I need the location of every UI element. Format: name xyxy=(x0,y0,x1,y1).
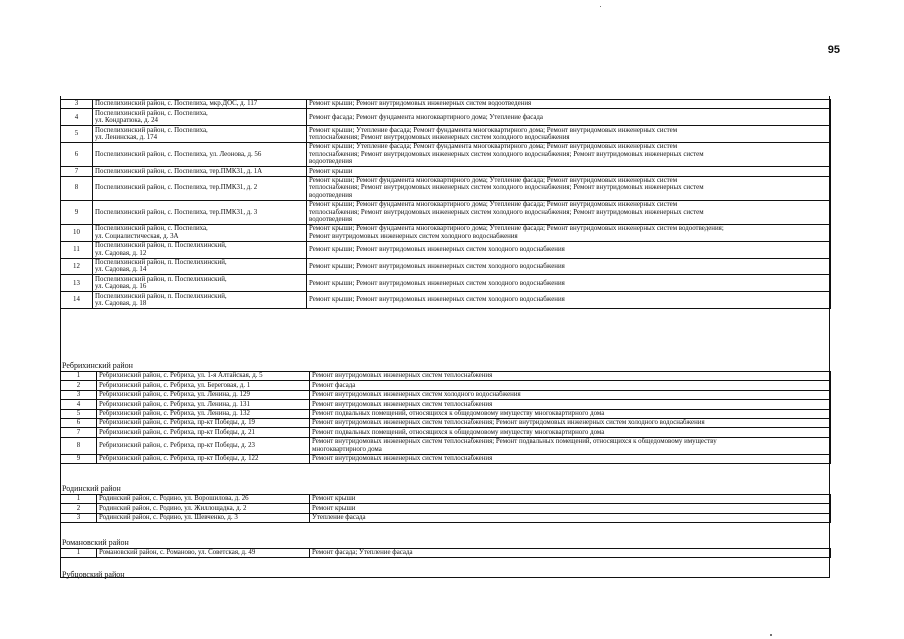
address-cell xyxy=(93,142,307,166)
row-number: 6 xyxy=(61,142,93,166)
works-line: Ремонт крыши xyxy=(312,495,356,503)
works-line: Ремонт фасада; Ремонт фундамента многоквартирного дома; Утепление фасада xyxy=(309,113,543,121)
row-number: 6 xyxy=(61,418,97,427)
address-cell xyxy=(97,390,310,399)
row-number: 3 xyxy=(61,390,97,399)
address-cell xyxy=(93,258,307,275)
address-cell xyxy=(97,437,310,454)
address-line: Поспелихинский район, п. Поспелихинский, xyxy=(95,259,227,267)
row-number: 1 xyxy=(61,549,97,558)
works-cell xyxy=(307,100,831,109)
address-cell xyxy=(93,241,307,258)
address-line: Ребрихинский район, с. Ребриха, ул. Ленина, д. 132 xyxy=(99,410,250,418)
works-line: водоотведения xyxy=(309,191,353,199)
row-number: 12 xyxy=(61,258,93,275)
row-number: 10 xyxy=(61,224,93,241)
address-cell xyxy=(97,381,310,390)
address-cell xyxy=(93,100,307,109)
works-line: Ремонт крыши; Ремонт фундамента многоквартирного дома; Утепление фасада; Ремонт внутридомовых инженерных систем xyxy=(309,201,678,209)
address-line: Родинский район, с. Родино, ул. Шевченко, д. 3 xyxy=(99,514,238,522)
table-row xyxy=(61,428,831,437)
works-line: теплоснабжения; Ремонт внутридомовых инженерных систем холодного водоснабжения; Ремонт внутридомовых инженерных систем xyxy=(309,208,704,216)
table-row xyxy=(61,292,831,309)
table-row xyxy=(61,275,831,292)
address-line: ул. Кондратюка, д. 24 xyxy=(95,117,158,125)
works-line: водоотведения xyxy=(309,216,353,224)
works-cell xyxy=(310,372,831,381)
address-line: Поспелихинский район, с. Поспелиха, тер.ПМК31, д. 2 xyxy=(95,184,258,192)
address-cell xyxy=(97,504,310,513)
row-number: 5 xyxy=(61,126,93,143)
table-row xyxy=(61,495,831,504)
address-line: Поспелихинский район, с. Поспелиха, тер.ПМК31, д. 1А xyxy=(95,167,263,175)
table-row xyxy=(61,400,831,409)
address-line: ул. Садовая, д. 18 xyxy=(95,300,147,308)
address-line: ул. Ленинская, д. 174 xyxy=(95,134,158,142)
table-row xyxy=(61,504,831,513)
works-cell xyxy=(310,418,831,427)
address-line: Поспелихинский район, с. Поспелиха, мкр.ДОС, д. 117 xyxy=(95,100,258,108)
works-line: Ремонт крыши; Утепление фасада; Ремонт фундамента многоквартирного дома; Ремонт внутридомовых инженерных систем xyxy=(309,143,678,151)
address-cell xyxy=(93,176,307,200)
section-title-rodino: Родинский район xyxy=(62,484,121,493)
table-row xyxy=(61,418,831,427)
address-cell xyxy=(93,126,307,143)
works-line: Ремонт крыши; Ремонт внутридомовых инженерных систем холодного водоснабжения xyxy=(309,262,565,270)
address-cell xyxy=(97,418,310,427)
works-line: теплоснабжения; Ремонт внутридомовых инженерных систем холодного водоснабжения; Ремонт внутридомовых инженерных систем xyxy=(309,184,704,192)
works-cell xyxy=(310,549,831,558)
works-line: Утепление фасада xyxy=(312,514,366,522)
works-cell xyxy=(307,258,831,275)
works-cell xyxy=(307,292,831,309)
works-cell xyxy=(310,504,831,513)
works-line: Ремонт крыши; Ремонт внутридомовых инженерных систем водоотведения xyxy=(309,100,532,108)
table-row xyxy=(61,142,831,166)
table-row xyxy=(61,176,831,200)
works-cell xyxy=(310,437,831,454)
row-number: 3 xyxy=(61,100,93,109)
works-line: Ремонт внутридомовых инженерных систем теплоснабжения xyxy=(312,372,493,380)
address-line: ул. Социалистическая, д. 3А xyxy=(95,232,179,240)
row-number: 13 xyxy=(61,275,93,292)
address-line: Поспелихинский район, с. Поспелиха, xyxy=(95,126,208,134)
works-cell xyxy=(307,142,831,166)
works-line: Ремонт внутридомовых инженерных систем теплоснабжения xyxy=(312,455,493,463)
works-line: Ремонт внутридомовых инженерных систем холодного водоснабжения xyxy=(312,391,521,399)
works-cell xyxy=(307,224,831,241)
address-line: Ребрихинский район, с. Ребриха, ул. 1-я Алтайская, д. 5 xyxy=(99,372,263,380)
works-cell xyxy=(310,400,831,409)
address-line: Ребрихинский район, с. Ребриха, пр-кт Победы, д. 122 xyxy=(99,455,259,463)
scan-speck xyxy=(770,634,772,636)
row-number: 7 xyxy=(61,428,97,437)
row-number: 5 xyxy=(61,409,97,418)
address-line: Поспелихинский район, с. Поспелиха, ул. Леонова, д. 56 xyxy=(95,150,262,158)
table-row xyxy=(61,454,831,463)
address-cell xyxy=(97,400,310,409)
address-line: Ребрихинский район, с. Ребриха, ул. Береговая, д. 1 xyxy=(99,381,251,389)
works-line: Ремонт внутридомовых инженерных систем теплоснабжения; Ремонт внутридомовых инженерных систем холодного водоснабжения xyxy=(312,419,705,427)
works-line: Ремонт крыши; Ремонт фундамента многоквартирного дома; Утепление фасада; Ремонт внутридомовых инженерных систем xyxy=(309,177,678,185)
table-rebrikha xyxy=(60,371,831,464)
row-number: 3 xyxy=(61,513,97,522)
works-line: теплоснабжения; Ремонт внутридомовых инженерных систем холодного водоснабжения; Ремонт внутридомовых инженерных систем xyxy=(309,150,704,158)
works-cell xyxy=(307,167,831,176)
works-line: Ремонт фасада; Утепление фасада xyxy=(312,549,413,557)
table-row xyxy=(61,100,831,109)
row-number: 4 xyxy=(61,400,97,409)
address-line: Романовский район, с. Романово, ул. Советская, д. 49 xyxy=(99,549,256,557)
address-line: ул. Садовая, д. 16 xyxy=(95,283,147,291)
table-pospelikha xyxy=(60,99,831,309)
address-line: Ребрихинский район, с. Ребриха, пр-кт Победы, д. 23 xyxy=(99,441,255,449)
works-line: Ремонт крыши; Ремонт фундамента многоквартирного дома; Утепление фасада; Ремонт внутридомовых инженерных систем водоотведения; xyxy=(309,225,724,233)
works-line: Ремонт фасада xyxy=(312,381,356,389)
address-cell xyxy=(97,549,310,558)
table-row xyxy=(61,549,831,558)
works-line: Ремонт подвальных помещений, относящихся к общедомовому имуществу многоквартирного дома xyxy=(312,410,605,418)
address-cell xyxy=(97,409,310,418)
row-number: 2 xyxy=(61,504,97,513)
address-cell xyxy=(93,109,307,126)
table-row xyxy=(61,241,831,258)
table-romanovo xyxy=(60,548,831,558)
table-row xyxy=(61,224,831,241)
table-row xyxy=(61,437,831,454)
works-line: Ремонт крыши xyxy=(309,167,353,175)
works-cell xyxy=(310,513,831,522)
works-line: Ремонт внутридомовых инженерных систем холодного водоснабжения xyxy=(309,232,518,240)
works-cell xyxy=(307,109,831,126)
section-title-rebrikha: Ребрихинский район xyxy=(62,361,133,370)
row-number: 11 xyxy=(61,241,93,258)
works-line: Ремонт крыши; Утепление фасада; Ремонт фундамента многоквартирного дома; Ремонт внутридомовых инженерных систем xyxy=(309,126,678,134)
address-line: Поспелихинский район, с. Поспелиха, тер.ПМК31, д. 3 xyxy=(95,208,258,216)
row-number: 2 xyxy=(61,381,97,390)
works-cell xyxy=(310,381,831,390)
row-number: 4 xyxy=(61,109,93,126)
address-cell xyxy=(93,167,307,176)
address-line: ул. Садовая, д. 12 xyxy=(95,249,147,257)
works-line: Ремонт крыши xyxy=(312,504,356,512)
works-line: Ремонт крыши; Ремонт внутридомовых инженерных систем холодного водоснабжения xyxy=(309,279,565,287)
address-line: Ребрихинский район, с. Ребриха, ул. Ленина, д. 129 xyxy=(99,391,250,399)
works-cell xyxy=(307,200,831,224)
table-row xyxy=(61,167,831,176)
address-line: Родинский район, с. Родино, ул. Ворошилова, д. 26 xyxy=(99,495,249,503)
address-cell xyxy=(97,495,310,504)
row-number: 9 xyxy=(61,454,97,463)
address-line: Ребрихинский район, с. Ребриха, ул. Ленина, д. 131 xyxy=(99,400,250,408)
address-cell xyxy=(97,513,310,522)
table-row xyxy=(61,109,831,126)
address-line: Ребрихинский район, с. Ребриха, пр-кт Победы, д. 21 xyxy=(99,428,255,436)
address-line: Поспелихинский район, п. Поспелихинский, xyxy=(95,275,227,283)
works-cell xyxy=(307,241,831,258)
address-cell xyxy=(93,292,307,309)
table-row xyxy=(61,372,831,381)
table-row xyxy=(61,513,831,522)
works-line: теплоснабжения; Ремонт внутридомовых инженерных систем холодного водоснабжения xyxy=(309,134,570,142)
row-number: 1 xyxy=(61,372,97,381)
address-cell xyxy=(93,275,307,292)
address-line: ул. Садовая, д. 14 xyxy=(95,266,147,274)
works-cell xyxy=(310,428,831,437)
row-number: 1 xyxy=(61,495,97,504)
page-number: 95 xyxy=(827,44,840,56)
address-line: Ребрихинский район, с. Ребриха, пр-кт Победы, д. 19 xyxy=(99,419,255,427)
works-line: Ремонт крыши; Ремонт внутридомовых инженерных систем холодного водоснабжения xyxy=(309,245,565,253)
works-line: Ремонт крыши; Ремонт внутридомовых инженерных систем холодного водоснабжения xyxy=(309,296,565,304)
address-cell xyxy=(97,428,310,437)
row-number: 14 xyxy=(61,292,93,309)
table-row xyxy=(61,390,831,399)
address-cell xyxy=(97,454,310,463)
works-cell xyxy=(310,390,831,399)
section-title-romanovo: Романовский район xyxy=(62,538,129,547)
works-cell xyxy=(307,126,831,143)
row-number: 8 xyxy=(61,437,97,454)
works-cell xyxy=(310,495,831,504)
address-cell xyxy=(97,372,310,381)
table-row xyxy=(61,409,831,418)
address-line: Поспелихинский район, п. Поспелихинский, xyxy=(95,292,227,300)
table-row xyxy=(61,258,831,275)
works-cell xyxy=(310,454,831,463)
scan-speck xyxy=(600,6,601,7)
address-line: Поспелихинский район, п. Поспелихинский, xyxy=(95,242,227,250)
row-number: 9 xyxy=(61,200,93,224)
works-line: Ремонт внутридомовых инженерных систем теплоснабжения xyxy=(312,400,493,408)
works-cell xyxy=(307,176,831,200)
works-cell xyxy=(307,275,831,292)
works-cell xyxy=(310,409,831,418)
address-cell xyxy=(93,224,307,241)
works-line: Ремонт внутридомовых инженерных систем теплоснабжения; Ремонт подвальных помещений, относящихся к общедомовому имуществу xyxy=(312,438,717,446)
works-line: водоотведения xyxy=(309,158,353,166)
works-line: Ремонт подвальных помещений, относящихся к общедомовому имуществу многоквартирного дома xyxy=(312,428,605,436)
works-line: многоквартирного дома xyxy=(312,445,382,453)
address-line: Родинский район, с. Родино, ул. Жиллощадка, д. 2 xyxy=(99,504,247,512)
table-row xyxy=(61,126,831,143)
address-cell xyxy=(93,200,307,224)
table-row xyxy=(61,200,831,224)
address-line: Поспелихинский район, с. Поспелиха, xyxy=(95,109,208,117)
table-row xyxy=(61,381,831,390)
section-title-rubtsovsk: Рубцовский район xyxy=(62,570,125,579)
row-number: 8 xyxy=(61,176,93,200)
row-number: 7 xyxy=(61,167,93,176)
table-rodino xyxy=(60,494,831,523)
frame-bottom-line xyxy=(60,577,830,578)
address-line: Поспелихинский район, с. Поспелиха, xyxy=(95,225,208,233)
